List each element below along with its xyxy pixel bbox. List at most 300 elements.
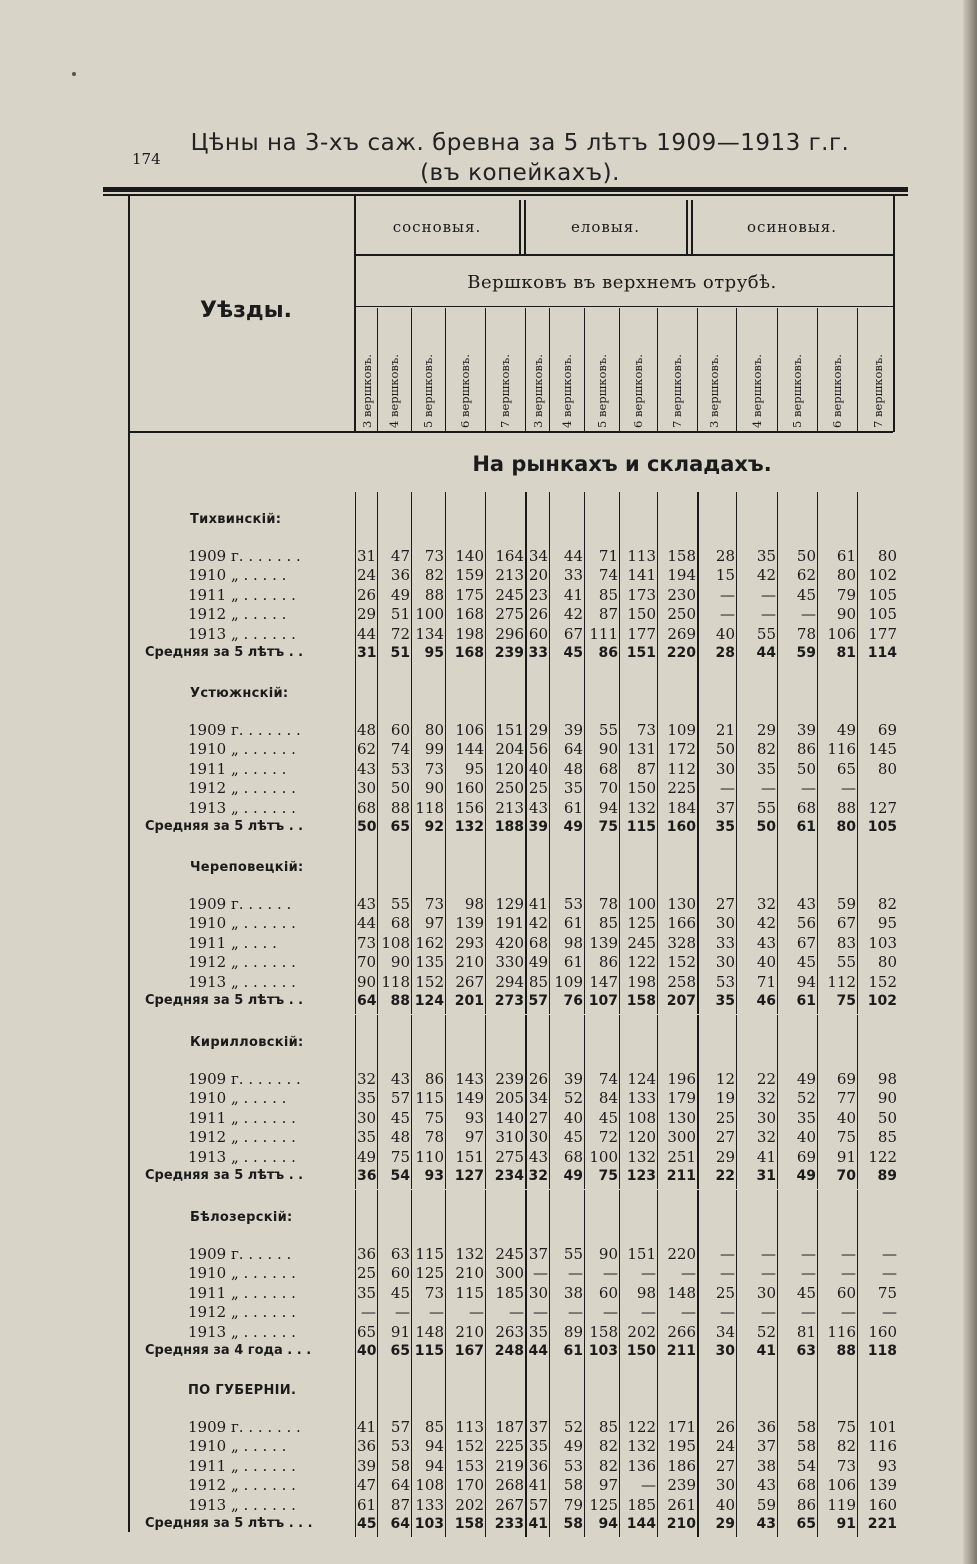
table-cell: 41 xyxy=(528,895,548,913)
table-cell: 132 xyxy=(455,1245,484,1263)
table-cell: 143 xyxy=(455,1070,484,1088)
year-row-label: 1911 „ . . . . . xyxy=(188,759,287,778)
table-cell: 187 xyxy=(495,1418,524,1436)
column-header: 5 вершковъ. xyxy=(594,354,609,428)
table-cell: 54 xyxy=(390,1168,410,1184)
table-cell: 330 xyxy=(495,953,524,972)
table-cell: 36 xyxy=(756,1418,776,1436)
table-cell: 139 xyxy=(589,933,618,952)
table-cell: 30 xyxy=(528,1283,548,1302)
column-header: 6 вершковъ. xyxy=(631,354,645,428)
table-cell: 204 xyxy=(495,740,524,759)
table-cell: 40 xyxy=(563,1108,583,1127)
table-cell: 56 xyxy=(796,914,816,933)
table-cell: — xyxy=(720,605,735,624)
table-cell: 35 xyxy=(715,819,735,835)
table-cell: 40 xyxy=(528,759,548,778)
district-name: Устюжнскій: xyxy=(190,686,289,701)
header-column-separator xyxy=(549,308,550,431)
table-cell: 61 xyxy=(796,819,816,835)
column-header: 7 вершковъ. xyxy=(870,354,885,428)
table-cell: 80 xyxy=(877,759,897,778)
table-cell: 32 xyxy=(357,1070,377,1088)
table-cell: 43 xyxy=(528,1147,548,1166)
table-cell: 148 xyxy=(667,1283,696,1302)
year-row-label: 1912 „ . . . . . . xyxy=(188,1128,296,1147)
table-cell: 65 xyxy=(390,1343,410,1359)
year-row-label: 1913 „ . . . . . . xyxy=(188,1322,296,1341)
table-cell: 58 xyxy=(796,1437,816,1456)
table-cell: 43 xyxy=(756,933,776,952)
table-cell: 45 xyxy=(796,1283,816,1302)
table-cell: 160 xyxy=(868,1495,897,1514)
table-cell: 65 xyxy=(390,819,410,835)
table-cell: 185 xyxy=(495,1283,524,1302)
table-cell: 39 xyxy=(563,721,583,739)
header-column-separator xyxy=(817,308,818,431)
table-cell: 160 xyxy=(868,1322,897,1341)
table-cell: 261 xyxy=(667,1495,696,1514)
table-cell: 133 xyxy=(627,1089,656,1108)
table-cell: 420 xyxy=(495,933,524,952)
table-cell: 40 xyxy=(357,1343,377,1359)
table-cell: 210 xyxy=(666,1516,696,1532)
table-cell: 125 xyxy=(627,914,656,933)
table-cell: 172 xyxy=(667,740,696,759)
table-cell: 87 xyxy=(598,605,618,624)
table-cell: 58 xyxy=(390,1456,410,1475)
table-cell: 58 xyxy=(796,1418,816,1436)
page-edge xyxy=(963,0,977,1564)
table-cell: 36 xyxy=(357,1168,377,1184)
table-cell: 94 xyxy=(598,1516,618,1532)
table-cell: 98 xyxy=(877,1070,897,1088)
district-name: Бѣлозерскій: xyxy=(190,1210,293,1225)
table-cell: 47 xyxy=(390,547,410,565)
subheader-top-cut: Вершковъ въ верхнемъ отрубѣ. xyxy=(467,272,777,293)
table-cell: 80 xyxy=(424,721,444,739)
table-cell: — xyxy=(681,1303,696,1322)
table-cell: 179 xyxy=(667,1089,696,1108)
table-cell: 103 xyxy=(868,933,897,952)
table-cell: 60 xyxy=(390,721,410,739)
table-cell: 198 xyxy=(627,972,656,991)
table-cell: 168 xyxy=(454,645,484,661)
table-cell: 48 xyxy=(390,1128,410,1147)
table-cell: 201 xyxy=(454,993,484,1009)
table-cell: 85 xyxy=(598,585,618,604)
table-cell: 53 xyxy=(715,972,735,991)
table-cell: 50 xyxy=(877,1108,897,1127)
table-cell: 95 xyxy=(877,914,897,933)
group-divider-1 xyxy=(519,200,521,254)
table-cell: 116 xyxy=(868,1437,897,1456)
table-cell: 220 xyxy=(666,645,696,661)
table-cell: 29 xyxy=(528,721,548,739)
table-cell: 225 xyxy=(667,779,696,798)
table-cell: 100 xyxy=(627,895,656,913)
table-cell: 233 xyxy=(494,1516,524,1532)
table-cell: 64 xyxy=(357,993,377,1009)
table-cell: 49 xyxy=(390,585,410,604)
year-row-label: 1913 „ . . . . . . xyxy=(188,1495,296,1514)
table-cell: — xyxy=(801,1264,816,1283)
table-cell: 43 xyxy=(390,1070,410,1088)
year-row-label: 1911 „ . . . . . . xyxy=(188,585,296,604)
column-header: 5 вершковъ. xyxy=(790,354,804,428)
district-name: ПО ГУБЕРНІИ. xyxy=(188,1383,297,1398)
table-cell: 152 xyxy=(455,1437,484,1456)
column-separator xyxy=(355,1363,356,1537)
table-cell: 55 xyxy=(598,721,618,739)
table-cell: 53 xyxy=(390,759,410,778)
table-cell: 269 xyxy=(667,624,696,643)
table-cell: 55 xyxy=(390,895,410,913)
table-cell: 49 xyxy=(563,819,583,835)
average-row-label: Средняя за 5 лѣтъ . . . xyxy=(145,1516,313,1531)
table-cell: 75 xyxy=(424,1108,444,1127)
table-cell: 210 xyxy=(455,1322,484,1341)
title-line-1: Цѣны на 3-хъ саж. бревна за 5 лѣтъ 1909—1913 г.г. xyxy=(190,130,850,156)
year-row-label: 1910 „ . . . . . xyxy=(188,566,287,585)
table-cell: 100 xyxy=(415,605,444,624)
table-cell: 50 xyxy=(756,819,776,835)
table-cell: 88 xyxy=(836,798,856,817)
table-cell: 34 xyxy=(715,1322,735,1341)
table-cell: 35 xyxy=(357,1283,377,1302)
table-cell: 130 xyxy=(667,1108,696,1127)
table-cell: 43 xyxy=(796,895,816,913)
header-column-separator xyxy=(584,308,585,431)
table-cell: 65 xyxy=(796,1516,816,1532)
table-cell: 75 xyxy=(598,1168,618,1184)
table-cell: 125 xyxy=(589,1495,618,1514)
table-cell: 89 xyxy=(563,1322,583,1341)
header-column-separator xyxy=(657,308,658,431)
table-cell: 69 xyxy=(836,1070,856,1088)
table-cell: 94 xyxy=(424,1437,444,1456)
year-row-label: 1910 „ . . . . . xyxy=(188,1089,287,1108)
table-cell: 135 xyxy=(415,953,444,972)
table-cell: 68 xyxy=(796,1476,816,1495)
table-cell: 25 xyxy=(357,1264,377,1283)
table-cell: 73 xyxy=(424,547,444,565)
table-cell: 147 xyxy=(589,972,618,991)
table-cell: — xyxy=(641,1476,656,1495)
table-cell: 30 xyxy=(715,914,735,933)
table-cell: 29 xyxy=(357,605,377,624)
column-separator xyxy=(355,1015,356,1189)
table-cell: 67 xyxy=(836,914,856,933)
table-cell: 29 xyxy=(715,1516,735,1532)
table-cell: 152 xyxy=(868,972,897,991)
table-cell: 82 xyxy=(836,1437,856,1456)
table-cell: 116 xyxy=(827,1322,856,1341)
table-cell: 42 xyxy=(528,914,548,933)
table-cell: 116 xyxy=(827,740,856,759)
table-cell: 211 xyxy=(666,1343,696,1359)
table-cell: 152 xyxy=(667,953,696,972)
table-cell: 58 xyxy=(563,1516,583,1532)
table-cell: 73 xyxy=(424,895,444,913)
table-cell: 184 xyxy=(667,798,696,817)
page-title xyxy=(180,128,860,188)
table-cell: 258 xyxy=(667,972,696,991)
table-cell: 43 xyxy=(528,798,548,817)
page-number: 174 xyxy=(132,150,161,168)
table-cell: 41 xyxy=(756,1147,776,1166)
table-cell: — xyxy=(841,1245,856,1263)
table-cell: 36 xyxy=(390,566,410,585)
table-cell: 56 xyxy=(528,740,548,759)
table-cell: 41 xyxy=(357,1418,377,1436)
table-cell: 85 xyxy=(424,1418,444,1436)
table-cell: 42 xyxy=(563,605,583,624)
table-cell: 48 xyxy=(357,721,377,739)
table-cell: 103 xyxy=(588,1343,618,1359)
table-cell: 27 xyxy=(528,1108,548,1127)
header-column-separator xyxy=(377,308,378,431)
table-cell: 40 xyxy=(715,1495,735,1514)
table-cell: 150 xyxy=(627,605,656,624)
table-cell: 118 xyxy=(381,972,410,991)
year-row-label: 1910 „ . . . . . . xyxy=(188,914,296,933)
table-cell: 205 xyxy=(495,1089,524,1108)
table-cell: 57 xyxy=(390,1089,410,1108)
column-header: 6 вершковъ. xyxy=(830,354,844,428)
table-cell: 74 xyxy=(598,566,618,585)
table-left-border xyxy=(128,196,130,1532)
group-divider-2b xyxy=(691,200,693,254)
table-cell: 59 xyxy=(836,895,856,913)
table-cell: — xyxy=(801,779,816,798)
table-cell: 60 xyxy=(836,1283,856,1302)
table-cell: 251 xyxy=(667,1147,696,1166)
table-cell: 151 xyxy=(626,645,656,661)
district-name: Тихвинскій: xyxy=(190,512,282,527)
table-cell: — xyxy=(761,1264,776,1283)
table-cell: 49 xyxy=(796,1168,816,1184)
table-cell: 91 xyxy=(836,1516,856,1532)
table-cell: 71 xyxy=(598,547,618,565)
table-cell: 129 xyxy=(495,895,524,913)
year-row-label: 1909 г. . . . . . . xyxy=(188,1418,301,1436)
table-cell: 53 xyxy=(390,1437,410,1456)
table-cell: 87 xyxy=(390,1495,410,1514)
table-cell: 95 xyxy=(464,759,484,778)
table-cell: 35 xyxy=(756,759,776,778)
table-cell: 140 xyxy=(455,547,484,565)
table-cell: 43 xyxy=(756,1516,776,1532)
table-cell: 22 xyxy=(756,1070,776,1088)
table-cell: 118 xyxy=(415,798,444,817)
table-cell: 68 xyxy=(357,798,377,817)
table-cell: 171 xyxy=(667,1418,696,1436)
table-cell: 50 xyxy=(357,819,377,835)
table-cell: 191 xyxy=(495,914,524,933)
average-row-label: Средняя за 5 лѣтъ . . xyxy=(145,645,304,660)
table-cell: 86 xyxy=(598,645,618,661)
table-cell: 73 xyxy=(357,933,377,952)
table-cell: 21 xyxy=(715,721,735,739)
table-cell: — xyxy=(720,585,735,604)
year-row-label: 1913 „ . . . . . . xyxy=(188,624,296,643)
table-cell: 43 xyxy=(756,1476,776,1495)
table-cell: 148 xyxy=(415,1322,444,1341)
table-cell: 93 xyxy=(877,1456,897,1475)
table-cell: 109 xyxy=(667,721,696,739)
table-cell: 150 xyxy=(627,779,656,798)
year-row-label: 1911 „ . . . . . . xyxy=(188,1108,296,1127)
table-cell: 225 xyxy=(495,1437,524,1456)
table-cell: 84 xyxy=(598,1089,618,1108)
table-cell: — xyxy=(509,1303,524,1322)
table-right-border xyxy=(893,196,895,432)
table-cell: 173 xyxy=(627,585,656,604)
year-row-label: 1911 „ . . . . xyxy=(188,933,277,952)
table-cell: 150 xyxy=(626,1343,656,1359)
year-row-label: 1909 г. . . . . . . xyxy=(188,721,301,739)
table-cell: 85 xyxy=(528,972,548,991)
table-cell: 64 xyxy=(390,1516,410,1532)
table-cell: 43 xyxy=(357,895,377,913)
table-cell: 26 xyxy=(357,585,377,604)
table-cell: 44 xyxy=(563,547,583,565)
table-cell: — xyxy=(841,779,856,798)
table-cell: 68 xyxy=(528,933,548,952)
table-cell: 80 xyxy=(877,547,897,565)
table-cell: 25 xyxy=(715,1108,735,1127)
table-cell: 91 xyxy=(390,1322,410,1341)
table-cell: 36 xyxy=(528,1456,548,1475)
table-cell: 132 xyxy=(454,819,484,835)
table-cell: 37 xyxy=(528,1418,548,1436)
table-cell: 123 xyxy=(626,1168,656,1184)
table-cell: — xyxy=(361,1303,376,1322)
table-cell: 186 xyxy=(667,1456,696,1475)
table-cell: 55 xyxy=(563,1245,583,1263)
table-cell: 115 xyxy=(415,1089,444,1108)
table-cell: 34 xyxy=(528,1089,548,1108)
table-cell: 69 xyxy=(877,721,897,739)
table-cell: 30 xyxy=(715,953,735,972)
table-cell: 49 xyxy=(357,1147,377,1166)
table-cell: 102 xyxy=(868,566,897,585)
table-cell: 24 xyxy=(715,1437,735,1456)
table-cell: 131 xyxy=(627,740,656,759)
table-cell: 90 xyxy=(390,953,410,972)
table-cell: 86 xyxy=(796,1495,816,1514)
table-cell: 30 xyxy=(357,1108,377,1127)
table-cell: 210 xyxy=(455,1264,484,1283)
table-cell: 65 xyxy=(836,759,856,778)
table-cell: 111 xyxy=(589,624,618,643)
table-cell: 90 xyxy=(836,605,856,624)
table-cell: 77 xyxy=(836,1089,856,1108)
table-cell: 108 xyxy=(381,933,410,952)
column-header: 3 вершковъ. xyxy=(530,354,545,428)
table-cell: 175 xyxy=(455,585,484,604)
table-cell: 57 xyxy=(528,993,548,1009)
table-cell: 90 xyxy=(877,1089,897,1108)
table-cell: 41 xyxy=(528,1516,548,1532)
table-cell: 188 xyxy=(494,819,524,835)
column-header: 3 вершковъ. xyxy=(707,354,721,428)
year-row-label: 1913 „ . . . . . . xyxy=(188,1147,296,1166)
group-divider-2 xyxy=(686,200,688,254)
year-row-label: 1909 г. . . . . . xyxy=(188,1245,292,1263)
table-cell: 68 xyxy=(563,1147,583,1166)
header-column-separator xyxy=(697,308,698,431)
year-row-label: 1910 „ . . . . . . xyxy=(188,1264,296,1283)
table-cell: 213 xyxy=(495,566,524,585)
year-row-label: 1912 „ . . . . . . xyxy=(188,779,296,798)
table-cell: 198 xyxy=(455,624,484,643)
year-row-label: 1912 „ . . . . . . xyxy=(188,1303,296,1322)
table-cell: 267 xyxy=(495,1495,524,1514)
column-header: 5 вершковъ. xyxy=(421,354,435,428)
table-cell: 49 xyxy=(563,1168,583,1184)
year-row-label: 1909 г. . . . . . xyxy=(188,895,292,913)
group-divider-1b xyxy=(524,200,526,254)
table-cell: 88 xyxy=(424,585,444,604)
table-cell: 132 xyxy=(627,798,656,817)
table-cell: 39 xyxy=(528,819,548,835)
table-cell: 45 xyxy=(357,1516,377,1532)
table-cell: 293 xyxy=(455,933,484,952)
table-cell: 88 xyxy=(390,993,410,1009)
table-cell: 35 xyxy=(796,1108,816,1127)
table-cell: 70 xyxy=(598,779,618,798)
table-cell: 105 xyxy=(868,605,897,624)
column-header: 7 вершковъ. xyxy=(498,354,512,428)
table-cell: 49 xyxy=(563,1437,583,1456)
table-cell: 250 xyxy=(667,605,696,624)
table-cell: 80 xyxy=(836,819,856,835)
header-column-separator xyxy=(411,308,412,431)
section-title: На рынкахъ и складахъ. xyxy=(472,452,772,476)
table-cell: 68 xyxy=(598,759,618,778)
table-cell: 47 xyxy=(357,1476,377,1495)
table-cell: — xyxy=(761,1303,776,1322)
table-cell: 78 xyxy=(424,1128,444,1147)
table-cell: 88 xyxy=(836,1343,856,1359)
table-cell: 75 xyxy=(836,1128,856,1147)
table-cell: 107 xyxy=(588,993,618,1009)
table-cell: 26 xyxy=(715,1418,735,1436)
table-cell: 158 xyxy=(454,1516,484,1532)
table-cell: 68 xyxy=(796,798,816,817)
table-cell: 42 xyxy=(756,566,776,585)
table-cell: 124 xyxy=(414,993,444,1009)
table-cell: 105 xyxy=(867,819,897,835)
title-line-2: (въ копейкахъ). xyxy=(420,160,620,186)
table-cell: 45 xyxy=(563,1128,583,1147)
table-cell: 52 xyxy=(756,1322,776,1341)
table-cell: 97 xyxy=(424,914,444,933)
table-cell: 87 xyxy=(636,759,656,778)
table-cell: 26 xyxy=(528,605,548,624)
table-cell: 90 xyxy=(598,1245,618,1263)
table-cell: 62 xyxy=(796,566,816,585)
table-cell: 55 xyxy=(756,798,776,817)
table-cell: 35 xyxy=(756,547,776,565)
table-cell: — xyxy=(568,1264,583,1283)
table-cell: 127 xyxy=(868,798,897,817)
table-cell: — xyxy=(720,779,735,798)
district-name: Череповецкій: xyxy=(190,860,304,875)
table-cell: 136 xyxy=(627,1456,656,1475)
